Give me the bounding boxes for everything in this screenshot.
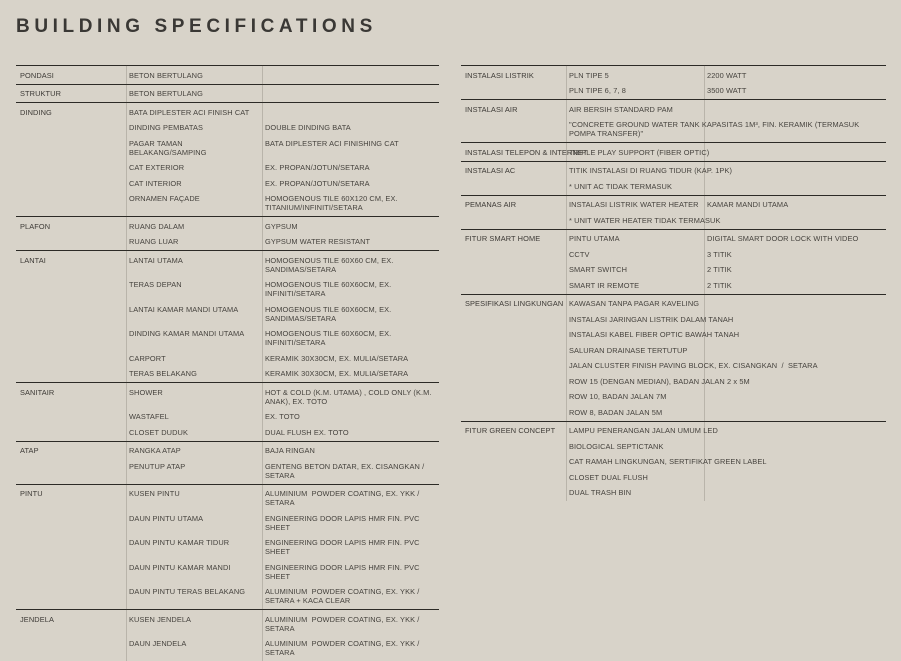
- spec-item-value: 3 TITIK: [707, 249, 732, 259]
- spec-row: [16, 218, 439, 234]
- spec-section: [16, 484, 439, 610]
- spec-row: [461, 327, 886, 343]
- spec-item-value: 3500 WATT: [707, 86, 747, 95]
- spec-row: [16, 510, 439, 535]
- spec-item-label: CAT RAMAH LINGKUNGAN, SERTIFIKAT GREEN LABEL: [569, 457, 767, 466]
- spec-row: [461, 423, 886, 439]
- spec-row: [461, 389, 886, 405]
- spec-item-value: BATA DIPLESTER ACI FINISHING CAT: [265, 138, 399, 148]
- spec-category: JENDELA: [20, 614, 54, 624]
- spec-section: [461, 294, 886, 421]
- spec-item-label: TERAS DEPAN: [129, 280, 182, 289]
- spec-category: STRUKTUR: [20, 89, 62, 98]
- spec-item-value: ALUMINIUM POWDER COATING, EX. YKK / SETARA + KACA CLEAR: [265, 587, 424, 605]
- spec-item-label: DINDING PEMBATAS: [129, 123, 204, 132]
- spec-item-label: LANTAI UTAMA: [129, 255, 183, 265]
- spec-item-label: PINTU UTAMA: [569, 234, 620, 243]
- spec-section: [16, 609, 439, 661]
- spec-item-label: BATA DIPLESTER ACI FINISH CAT: [129, 107, 250, 117]
- spec-item-label: ORNAMEN FAÇADE: [129, 194, 200, 203]
- spec-row: [461, 469, 886, 485]
- spec-item-label: BETON BERTULANG: [129, 70, 203, 80]
- spec-category: INSTALASI AIR: [465, 104, 518, 114]
- spec-row: [16, 486, 439, 511]
- spec-item-value: ENGINEERING DOOR LAPIS HMR FIN. PVC SHEET: [265, 513, 422, 532]
- spec-row: [461, 101, 886, 117]
- spec-row: [461, 163, 886, 179]
- spec-item-label: BETON BERTULANG: [129, 89, 203, 98]
- spec-item-label: PLN TIPE 6, 7, 8: [569, 86, 626, 95]
- spec-row: [16, 252, 439, 277]
- spec-row: [16, 234, 439, 250]
- spec-row: [16, 636, 439, 661]
- spec-section: [16, 84, 439, 103]
- spec-section: [461, 99, 886, 142]
- spec-item-value: 2 TITIK: [707, 265, 732, 274]
- spec-item-value: DIGITAL SMART DOOR LOCK WITH VIDEO: [707, 234, 859, 243]
- spec-item-label: SHOWER: [129, 387, 163, 397]
- spec-item-label: PENUTUP ATAP: [129, 461, 186, 471]
- spec-section: [461, 161, 886, 195]
- spec-item-value: HOT & COLD (K.M. UTAMA) , COLD ONLY (K.M. ANAK), EX. TOTO: [265, 387, 434, 406]
- spec-section: [16, 102, 439, 216]
- spec-item-value: 2200 WATT: [707, 70, 747, 80]
- spec-row: [16, 67, 439, 83]
- spec-row: [461, 296, 886, 312]
- spec-section: [461, 421, 886, 502]
- spec-item-label: PAGAR TAMAN BELAKANG/SAMPING: [129, 138, 207, 157]
- spec-row: [461, 438, 886, 454]
- spec-row: [16, 384, 439, 409]
- spec-category: INSTALASI LISTRIK: [465, 70, 534, 80]
- spec-row: [461, 454, 886, 470]
- spec-row: [461, 83, 886, 99]
- spec-item-label: RUANG DALAM: [129, 221, 185, 231]
- spec-section: [461, 195, 886, 229]
- spec-item-label: WASTAFEL: [129, 412, 169, 421]
- spec-category: ATAP: [20, 446, 39, 455]
- spec-row: [461, 117, 886, 142]
- spec-item-label: INSTALASI JARINGAN LISTRIK DALAM TANAH: [569, 314, 734, 324]
- spec-item-label: LANTAI KAMAR MANDI UTAMA: [129, 304, 239, 314]
- spec-row: [461, 342, 886, 358]
- spec-row: [16, 409, 439, 425]
- spec-item-label: DAUN PINTU KAMAR TIDUR: [129, 538, 230, 547]
- spec-section: [461, 142, 886, 161]
- spec-item-value: ENGINEERING DOOR LAPIS HMR FIN. PVC SHEET: [265, 538, 422, 556]
- spec-item-label: RUANG LUAR: [129, 237, 179, 246]
- spec-item-label: CAT INTERIOR: [129, 178, 182, 188]
- spec-item-value: KERAMIK 30X30CM, EX. MULIA/SETARA: [265, 353, 409, 363]
- spec-row: [16, 443, 439, 459]
- spec-row: [461, 277, 886, 293]
- spec-item-label: ROW 10, BADAN JALAN 7M: [569, 392, 667, 401]
- spec-category: DINDING: [20, 107, 52, 117]
- spec-section: [16, 65, 439, 84]
- spec-row: [16, 366, 439, 382]
- spec-row: [461, 67, 886, 83]
- spec-item-value: DOUBLE DINDING BATA: [265, 123, 351, 132]
- spec-item-label: CLOSET DUAL FLUSH: [569, 472, 648, 482]
- spec-row: [16, 86, 439, 102]
- spec-row: [16, 301, 439, 326]
- spec-row: [461, 404, 886, 420]
- spec-item-value: KERAMIK 30X30CM, EX. MULIA/SETARA: [265, 369, 409, 378]
- spec-row: [16, 175, 439, 191]
- spec-item-label: KUSEN JENDELA: [129, 614, 192, 624]
- spec-row: [16, 458, 439, 483]
- spec-item-label: * UNIT AC TIDAK TERMASUK: [569, 181, 673, 191]
- spec-section: [16, 441, 439, 484]
- spec-item-label: SMART IR REMOTE: [569, 280, 640, 290]
- spec-row: [461, 144, 886, 160]
- spec-item-value: HOMOGENOUS TILE 60X120 CM, EX. TITANIUM/INFINITI/SETARA: [265, 194, 400, 212]
- spec-item-label: CARPORT: [129, 353, 166, 363]
- spec-category: SANITAIR: [20, 387, 55, 397]
- spec-item-value: 2 TITIK: [707, 280, 732, 290]
- spec-item-label: CLOSET DUDUK: [129, 427, 188, 437]
- spec-item-label: LAMPU PENERANGAN JALAN UMUM LED: [569, 426, 718, 435]
- spec-category: INSTALASI TELEPON & INTERNET: [465, 147, 588, 157]
- spec-item-label: SALURAN DRAINASE TERTUTUP: [569, 345, 688, 355]
- spec-item-label: DINDING KAMAR MANDI UTAMA: [129, 329, 245, 338]
- spec-item-label: * UNIT WATER HEATER TIDAK TERMASUK: [569, 215, 721, 225]
- spec-item-value: ALUMINIUM POWDER COATING, EX. YKK / SETARA: [265, 489, 424, 507]
- spec-item-value: HOMOGENOUS TILE 60X60CM, EX. SANDIMAS/SETARA: [265, 304, 394, 323]
- spec-item-value: EX. TOTO: [265, 412, 300, 421]
- spec-item-value: BAJA RINGAN: [265, 446, 315, 455]
- spec-row: [16, 584, 439, 609]
- spec-category: PINTU: [20, 489, 43, 498]
- spec-item-label: "CONCRETE GROUND WATER TANK KAPASITAS 1M³, FIN. KERAMIK (TERMASUK POMPA TRANSFER)": [569, 120, 862, 138]
- spec-item-value: EX. PROPAN/JOTUN/SETARA: [265, 163, 370, 172]
- spec-category: SPESIFIKASI LINGKUNGAN: [465, 299, 564, 308]
- spec-item-value: HOMOGENOUS TILE 60X60CM, EX. INFINITI/SETARA: [265, 280, 394, 298]
- spec-item-label: DAUN PINTU UTAMA: [129, 513, 204, 523]
- spec-row: [16, 104, 439, 120]
- spec-item-label: BIOLOGICAL SEPTICTANK: [569, 441, 664, 451]
- spec-category: PONDASI: [20, 70, 54, 80]
- spec-table-right: [461, 65, 886, 501]
- spec-row: [16, 277, 439, 302]
- spec-row: [16, 160, 439, 176]
- spec-item-label: TITIK INSTALASI DI RUANG TIDUR (KAP. 1PK): [569, 166, 733, 175]
- spec-row: [16, 120, 439, 136]
- spec-item-label: DAUN PINTU KAMAR MANDI: [129, 562, 231, 572]
- spec-section: [16, 216, 439, 250]
- spec-section: [16, 250, 439, 382]
- spec-section: [16, 382, 439, 441]
- spec-category: PEMANAS AIR: [465, 200, 517, 209]
- spec-section: [461, 229, 886, 294]
- spec-item-label: ROW 15 (DENGAN MEDIAN), BADAN JALAN 2 x 5M: [569, 376, 750, 386]
- spec-item-value: KAMAR MANDI UTAMA: [707, 200, 789, 209]
- spec-item-value: HOMOGENOUS TILE 60X60CM, EX. INFINITI/SETARA: [265, 329, 394, 347]
- spec-item-label: PLN TIPE 5: [569, 70, 609, 80]
- spec-row: [16, 191, 439, 216]
- spec-row: [461, 197, 886, 213]
- spec-columns: [16, 65, 886, 661]
- spec-item-label: INSTALASI LISTRIK WATER HEATER: [569, 200, 699, 209]
- spec-category: INSTALASI AC: [465, 166, 516, 175]
- spec-item-value: GYPSUM WATER RESISTANT: [265, 237, 371, 246]
- spec-row: [461, 311, 886, 327]
- spec-item-label: KAWASAN TANPA PAGAR KAVELING: [569, 299, 700, 308]
- spec-item-label: DAUN JENDELA: [129, 639, 187, 648]
- spec-row: [461, 373, 886, 389]
- spec-item-label: TERAS BELAKANG: [129, 369, 197, 378]
- spec-row: [461, 262, 886, 278]
- spec-item-label: DAUN PINTU TERAS BELAKANG: [129, 587, 246, 596]
- spec-row: [461, 231, 886, 247]
- spec-table-left: [16, 65, 439, 661]
- spec-row: [461, 246, 886, 262]
- spec-item-value: DUAL FLUSH EX. TOTO: [265, 427, 349, 437]
- spec-row: [16, 535, 439, 560]
- spec-item-label: DUAL TRASH BIN: [569, 488, 632, 497]
- spec-row: [16, 326, 439, 351]
- spec-item-value: GENTENG BETON DATAR, EX. CISANGKAN / SETARA: [265, 461, 429, 480]
- spec-item-label: TRIPLE PLAY SUPPORT (FIBER OPTIC): [569, 147, 710, 157]
- spec-item-value: GYPSUM: [265, 221, 298, 231]
- spec-item-label: AIR BERSIH STANDARD PAM: [569, 104, 673, 114]
- spec-item-value: HOMOGENOUS TILE 60X60 CM, EX. SANDIMAS/SETARA: [265, 255, 396, 274]
- spec-row: [461, 178, 886, 194]
- spec-item-label: CCTV: [569, 249, 590, 259]
- spec-row: [16, 611, 439, 636]
- spec-row: [461, 485, 886, 501]
- spec-row: [461, 212, 886, 228]
- spec-item-value: ENGINEERING DOOR LAPIS HMR FIN. PVC SHEET: [265, 562, 422, 581]
- spec-item-label: JALAN CLUSTER FINISH PAVING BLOCK, EX. CISANGKAN / SETARA: [569, 361, 818, 370]
- spec-item-label: SMART SWITCH: [569, 265, 628, 274]
- spec-row: [16, 424, 439, 440]
- spec-row: [461, 358, 886, 374]
- spec-item-label: KUSEN PINTU: [129, 489, 180, 498]
- spec-item-label: ROW 8, BADAN JALAN 5M: [569, 407, 663, 417]
- page-title: BUILDING SPECIFICATIONS: [16, 16, 377, 37]
- spec-item-label: INSTALASI KABEL FIBER OPTIC BAWAH TANAH: [569, 330, 740, 339]
- spec-item-value: EX. PROPAN/JOTUN/SETARA: [265, 178, 370, 188]
- spec-category: PLAFON: [20, 221, 51, 231]
- spec-category: FITUR GREEN CONCEPT: [465, 426, 556, 435]
- spec-row: [16, 350, 439, 366]
- spec-row: [16, 135, 439, 160]
- spec-category: LANTAI: [20, 255, 46, 265]
- spec-item-label: RANGKA ATAP: [129, 446, 181, 455]
- spec-item-value: ALUMINIUM POWDER COATING, EX. YKK / SETARA: [265, 614, 424, 633]
- spec-category: FITUR SMART HOME: [465, 234, 541, 243]
- spec-section: [461, 65, 886, 99]
- spec-item-value: ALUMINIUM POWDER COATING, EX. YKK / SETARA: [265, 639, 424, 657]
- spec-item-label: CAT EXTERIOR: [129, 163, 185, 172]
